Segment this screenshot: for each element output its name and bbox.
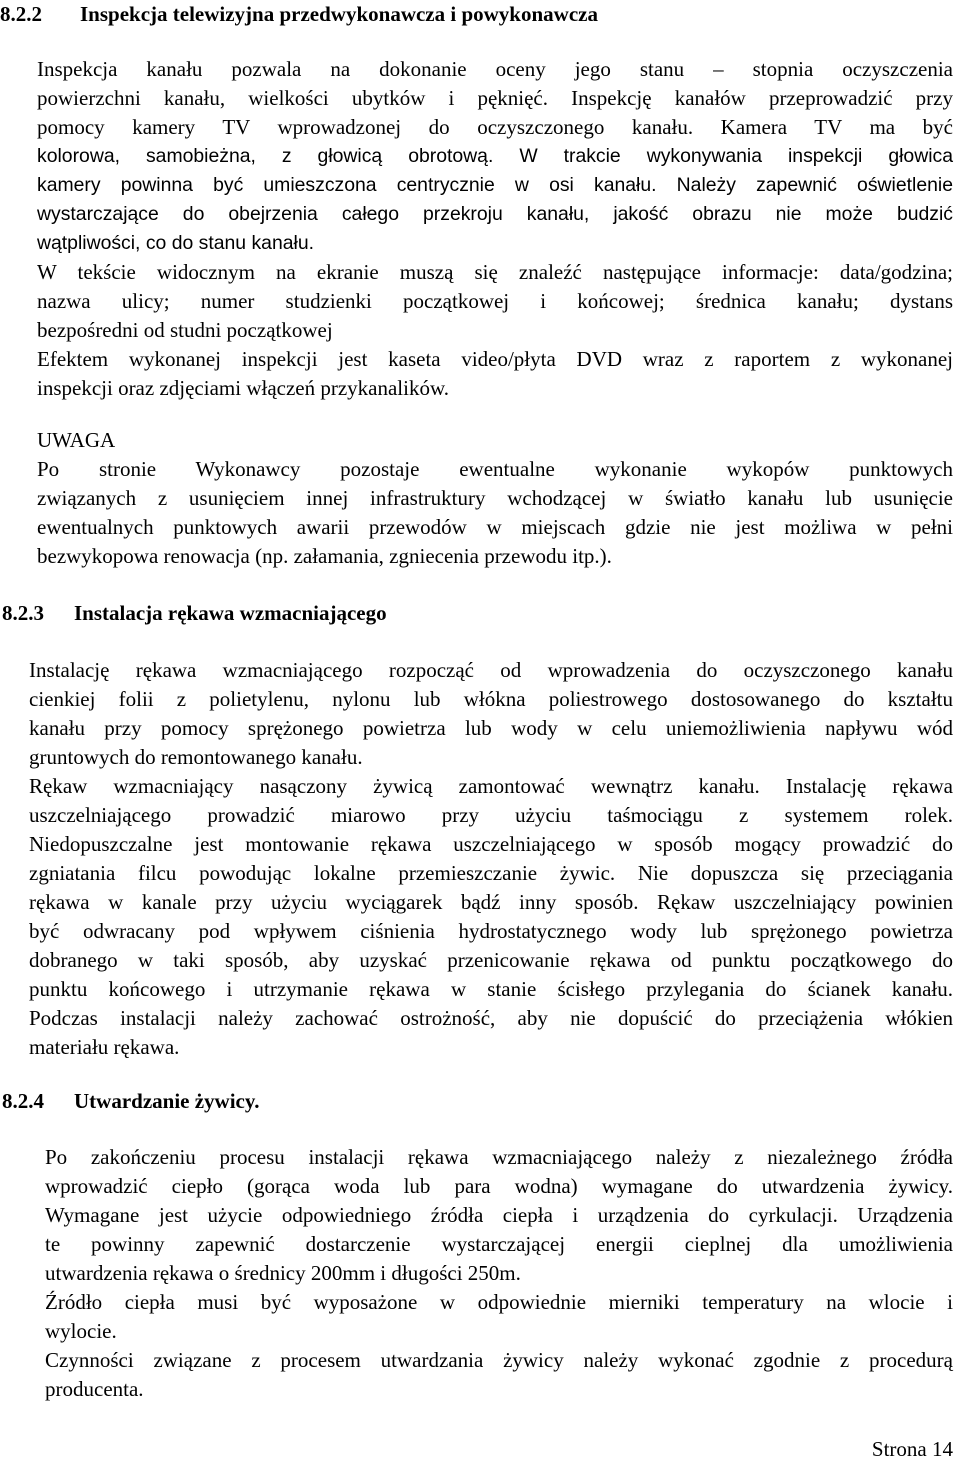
text-line: pomocy kamery TV wprowadzonej do oczyszczonego kanału. Kamera TV ma być: [37, 115, 953, 139]
section-title: Utwardzanie żywicy.: [74, 1089, 260, 1113]
text-line: zgniatania filcu powodując lokalne przemieszczanie żywic. Nie dopuszcza się przeciągania: [29, 861, 953, 885]
installation-paragraph: [29, 656, 953, 1062]
section-title: Inspekcja telewizyjna przedwykonawcza i powykonawcza: [80, 2, 598, 26]
text-line: bezpośredni od studni początkowej: [37, 318, 333, 342]
text-line: uszczelniającego prowadzić miarowo przy użyciu taśmociągu z systemem rolek.: [29, 803, 953, 827]
text-line: dobranego w taki sposób, aby uzyskać przenicowanie rękawa od punktu początkowego do: [29, 948, 953, 972]
text-line: te powinny zapewnić dostarczenie wystarczającej energii cieplnej dla umożliwienia: [45, 1232, 953, 1256]
text-line: Czynności związane z procesem utwardzania żywicy należy wykonać zgodnie z procedurą: [45, 1348, 953, 1372]
text-line: Wymagane jest użycie odpowiedniego źródła ciepła i urządzenia do cyrkulacji. Urządzenia: [45, 1203, 953, 1227]
text-line: utwardzenia rękawa o średnicy 200mm i długości 250m.: [45, 1261, 521, 1285]
text-line: Po stronie Wykonawcy pozostaje ewentualne wykonanie wykopów punktowych: [37, 457, 953, 481]
text-line: kanału przy pomocy sprężonego powietrza lub wody w celu uniemożliwienia napływu wód: [29, 716, 953, 740]
text-line: Źródło ciepła musi być wyposażone w odpowiednie mierniki temperatury na wlocie i: [45, 1290, 953, 1314]
text-line: wystarczające do obejrzenia całego przekroju kanału, jakość obrazu nie może budzić: [37, 203, 953, 225]
text-line: kamery powinna być umieszczona centrycznie w osi kanału. Należy zapewnić oświetlenie: [37, 174, 953, 196]
page-number: Strona 14: [871, 1437, 953, 1461]
text-line: Podczas instalacji należy zachować ostrożność, aby nie dopuścić do przeciążenia włókien: [29, 1006, 953, 1030]
note-block: [37, 426, 953, 571]
curing-paragraph: [45, 1143, 953, 1404]
text-line: materiału rękawa.: [29, 1035, 180, 1059]
text-line: Niedopuszczalne jest montowanie rękawa uszczelniającego w sposób mogący prowadzić do: [29, 832, 953, 856]
text-line: rękawa w kanale przy użyciu wyciągarek bądź inny sposób. Rękaw uszczelniający powinien: [29, 890, 953, 914]
text-line: gruntowych do remontowanego kanału.: [29, 745, 363, 769]
text-line: cienkiej folii z polietylenu, nylonu lub włókna poliestrowego dostosowanego do kształtu: [29, 687, 953, 711]
text-line: ewentualnych punktowych awarii przewodów w miejscach gdzie nie jest możliwa w pełni: [37, 515, 953, 539]
text-line: Instalację rękawa wzmacniającego rozpocząć od wprowadzenia do oczyszczonego kanału: [29, 658, 953, 682]
text-line: nazwa ulicy; numer studzienki początkowej i końcowej; średnica kanału; dystans: [37, 289, 953, 313]
text-line: wątpliwości, co do stanu kanału.: [37, 232, 315, 254]
section-title: Instalacja rękawa wzmacniającego: [74, 601, 387, 625]
section-number: 8.2.3: [2, 601, 44, 625]
section-heading-8-2-4: [2, 1087, 259, 1115]
text-line: powierzchni kanału, wielkości ubytków i pęknięć. Inspekcję kanałów przeprowadzić przy: [37, 86, 953, 110]
text-line: być odwracany pod wpływem ciśnienia hydrostatycznego wody lub sprężonego powietrza: [29, 919, 953, 943]
text-line: Rękaw wzmacniający nasączony żywicą zamontować wewnątrz kanału. Instalację rękawa: [29, 774, 953, 798]
text-line: bezwykopowa renowacja (np. załamania, zgniecenia przewodu itp.).: [37, 544, 612, 568]
text-line: Po zakończeniu procesu instalacji rękawa wzmacniającego należy z niezależnego źródła: [45, 1145, 953, 1169]
inspection-paragraph: [37, 55, 953, 403]
section-number: 8.2.2: [0, 2, 42, 26]
note-label: UWAGA: [37, 428, 116, 452]
text-line: wprowadzić ciepło (gorąca woda lub para wodna) wymagane do utwardzenia żywicy.: [45, 1174, 953, 1198]
text-line: wylocie.: [45, 1319, 117, 1343]
text-line: Efektem wykonanej inspekcji jest kaseta video/płyta DVD wraz z raportem z wykonanej: [37, 347, 953, 371]
text-line: związanych z usunięciem innej infrastruktury wchodzącej w światło kanału lub usunięcie: [37, 486, 953, 510]
text-line: W tekście widocznym na ekranie muszą się znaleźć następujące informacje: data/godzina;: [37, 260, 953, 284]
section-number: 8.2.4: [2, 1089, 44, 1113]
text-line: inspekcji oraz zdjęciami włączeń przykanalików.: [37, 376, 450, 400]
section-heading-8-2-2: [0, 0, 598, 28]
text-line: producenta.: [45, 1377, 144, 1401]
text-line: Inspekcja kanału pozwala na dokonanie oceny jego stanu – stopnia oczyszczenia: [37, 57, 953, 81]
section-heading-8-2-3: [2, 599, 387, 627]
text-line: kolorowa, samobieżna, z głowicą obrotową. W trakcie wykonywania inspekcji głowica: [37, 145, 953, 167]
text-line: punktu końcowego i utrzymanie rękawa w stanie ścisłego przylegania do ścianek kanału.: [29, 977, 953, 1001]
